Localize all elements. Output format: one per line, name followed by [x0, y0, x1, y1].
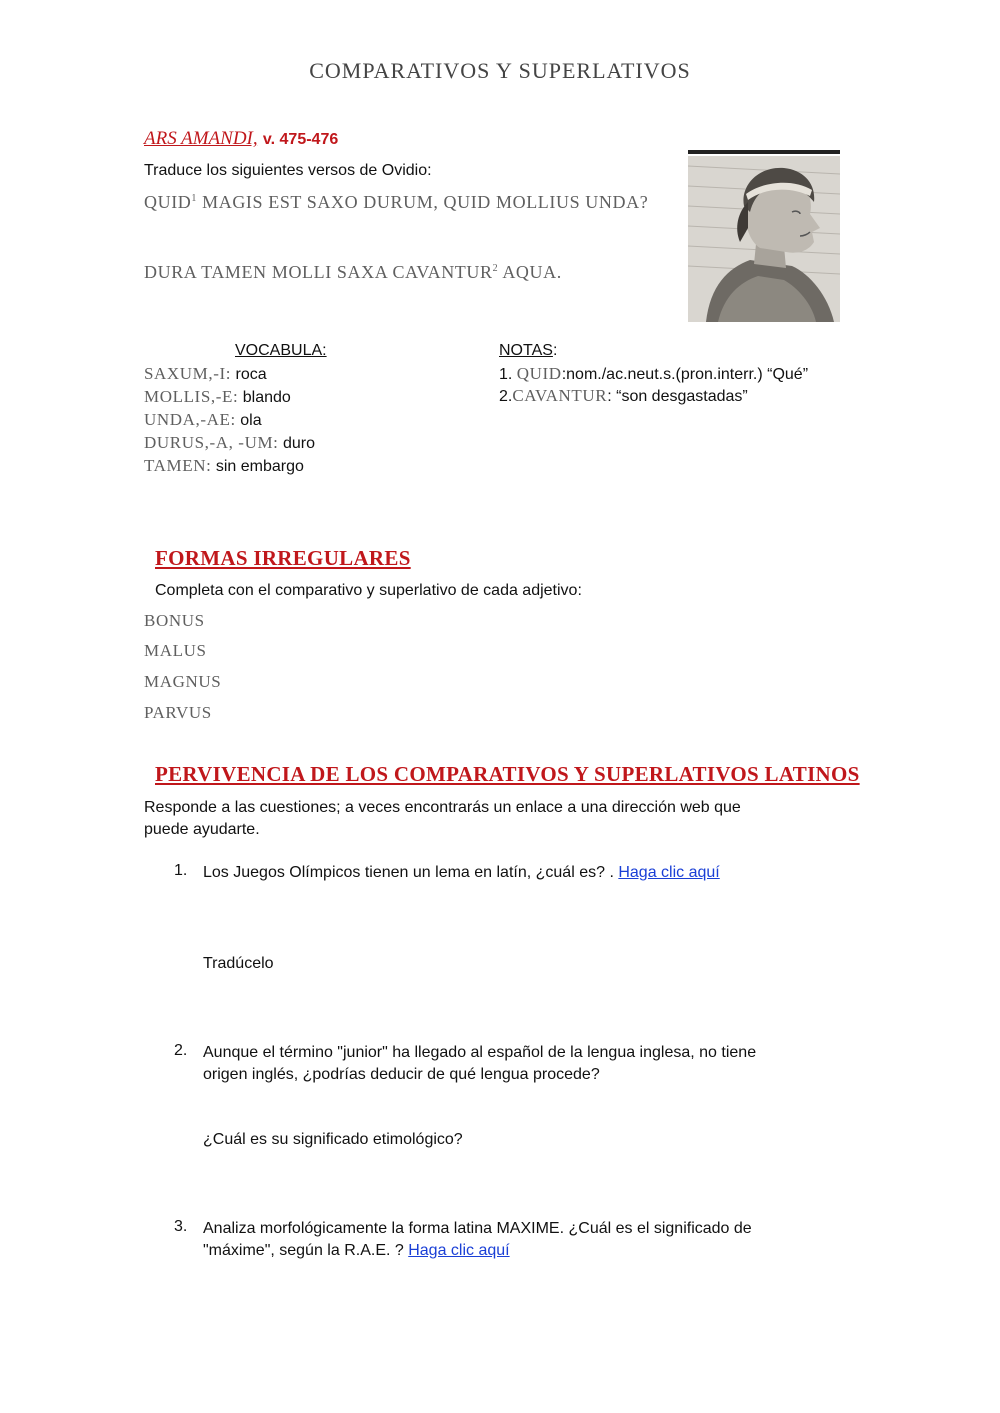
- footnote-2-marker: 2: [492, 263, 499, 274]
- verse-reference: v. 475-476: [262, 131, 339, 148]
- question-3-number: 3.: [174, 1218, 188, 1235]
- intro-line-1: Responde a las cuestiones; a veces encontrarás un enlace a una dirección web que: [144, 799, 741, 816]
- question-1-link[interactable]: Haga clic aquí: [618, 864, 720, 881]
- notas-heading: [499, 342, 557, 360]
- note-1-latin: QUID: [516, 364, 562, 383]
- question-3: [203, 1218, 863, 1262]
- vocab-meaning: roca: [231, 366, 267, 383]
- question-3-line-2: "máxime", según la R.A.E. ?: [203, 1242, 409, 1259]
- notas-heading-text: NOTAS: [499, 342, 553, 359]
- note-2-number: 2.: [499, 388, 513, 405]
- vocab-meaning: ola: [235, 412, 262, 429]
- question-2-etymology: ¿Cuál es su significado etimológico?: [203, 1131, 463, 1148]
- formas-instruction: Completa con el comparativo y superlativo de cada adjetivo:: [155, 582, 582, 599]
- note-2-latin: CAVANTUR: [512, 386, 608, 405]
- notas-colon: :: [552, 342, 558, 359]
- footnote-1-marker: 1: [191, 193, 198, 204]
- question-2-number: 2.: [174, 1042, 188, 1059]
- adjective-parvus: PARVUS: [144, 703, 212, 722]
- document-title: COMPARATIVOS Y SUPERLATIVOS: [309, 58, 691, 83]
- vocab-item: [144, 409, 315, 432]
- formas-irregulares-heading: FORMAS IRREGULARES: [155, 546, 411, 570]
- vocab-meaning: blando: [238, 389, 291, 406]
- intro-line-2: puede ayudarte.: [144, 821, 260, 838]
- note-1: [499, 363, 808, 386]
- pervivencia-heading: PERVIVENCIA DE LOS COMPARATIVOS Y SUPERLATIVOS LATINOS: [155, 762, 860, 786]
- verse-2-main: DURA TAMEN MOLLI SAXA CAVANTUR: [144, 262, 493, 282]
- question-1-text: Los Juegos Olímpicos tienen un lema en latín, ¿cuál es? .: [203, 864, 619, 881]
- vocab-latin: MOLLIS,-E:: [144, 387, 239, 406]
- question-1-translate: Tradúcelo: [203, 955, 274, 972]
- adjective-malus: MALUS: [144, 641, 207, 660]
- verse-line-2: [144, 262, 562, 283]
- verse-1-rest: MAGIS EST SAXO DURUM, QUID MOLLIUS UNDA?: [197, 192, 649, 212]
- verse-line-1: [144, 192, 648, 213]
- vocab-item: [144, 363, 315, 386]
- pervivencia-intro: [144, 797, 741, 841]
- translate-instruction: Traduce los siguientes versos de Ovidio:: [144, 162, 432, 179]
- note-1-text: :nom./ac.neut.s.(pron.interr.) “Qué”: [561, 366, 809, 383]
- vocabula-heading: VOCABULA:: [235, 342, 327, 359]
- note-2-text: : “son desgastadas”: [607, 388, 748, 405]
- adjective-magnus: MAGNUS: [144, 672, 222, 691]
- vocab-latin: SAXUM,-I:: [144, 364, 232, 383]
- verse-1-quid: QUID: [144, 192, 192, 212]
- vocab-item: [144, 386, 315, 409]
- question-1-number: 1.: [174, 862, 188, 879]
- vocab-meaning: sin embargo: [211, 458, 304, 475]
- question-3-line-2-wrap: [203, 1240, 863, 1262]
- verse-2-rest: AQUA.: [498, 262, 562, 282]
- question-2: [203, 1042, 863, 1086]
- ars-amandi-heading: [144, 128, 338, 150]
- vocab-meaning: duro: [278, 435, 315, 452]
- vocabula-list: [144, 363, 315, 478]
- ars-amandi-title: ARS AMANDI,: [144, 128, 258, 149]
- vocab-item: [144, 455, 315, 478]
- question-3-link[interactable]: Haga clic aquí: [408, 1242, 510, 1259]
- question-2-line-1: Aunque el término "junior" ha llegado al español de la lengua inglesa, no tiene: [203, 1044, 757, 1061]
- vocab-latin: TAMEN:: [144, 456, 212, 475]
- vocab-item: [144, 432, 315, 455]
- vocab-latin: DURUS,-A, -UM:: [144, 433, 279, 452]
- portrait-top-rule: [688, 150, 840, 154]
- question-2-line-2: origen inglés, ¿podrías deducir de qué lengua procede?: [203, 1066, 600, 1083]
- ovid-portrait-image: [688, 156, 840, 322]
- adjective-bonus: BONUS: [144, 611, 205, 630]
- note-1-number: 1.: [499, 366, 517, 383]
- question-1: [203, 862, 863, 884]
- vocab-latin: UNDA,-AE:: [144, 410, 236, 429]
- note-2: [499, 385, 748, 408]
- question-3-line-1: Analiza morfológicamente la forma latina MAXIME. ¿Cuál es el significado de: [203, 1220, 752, 1237]
